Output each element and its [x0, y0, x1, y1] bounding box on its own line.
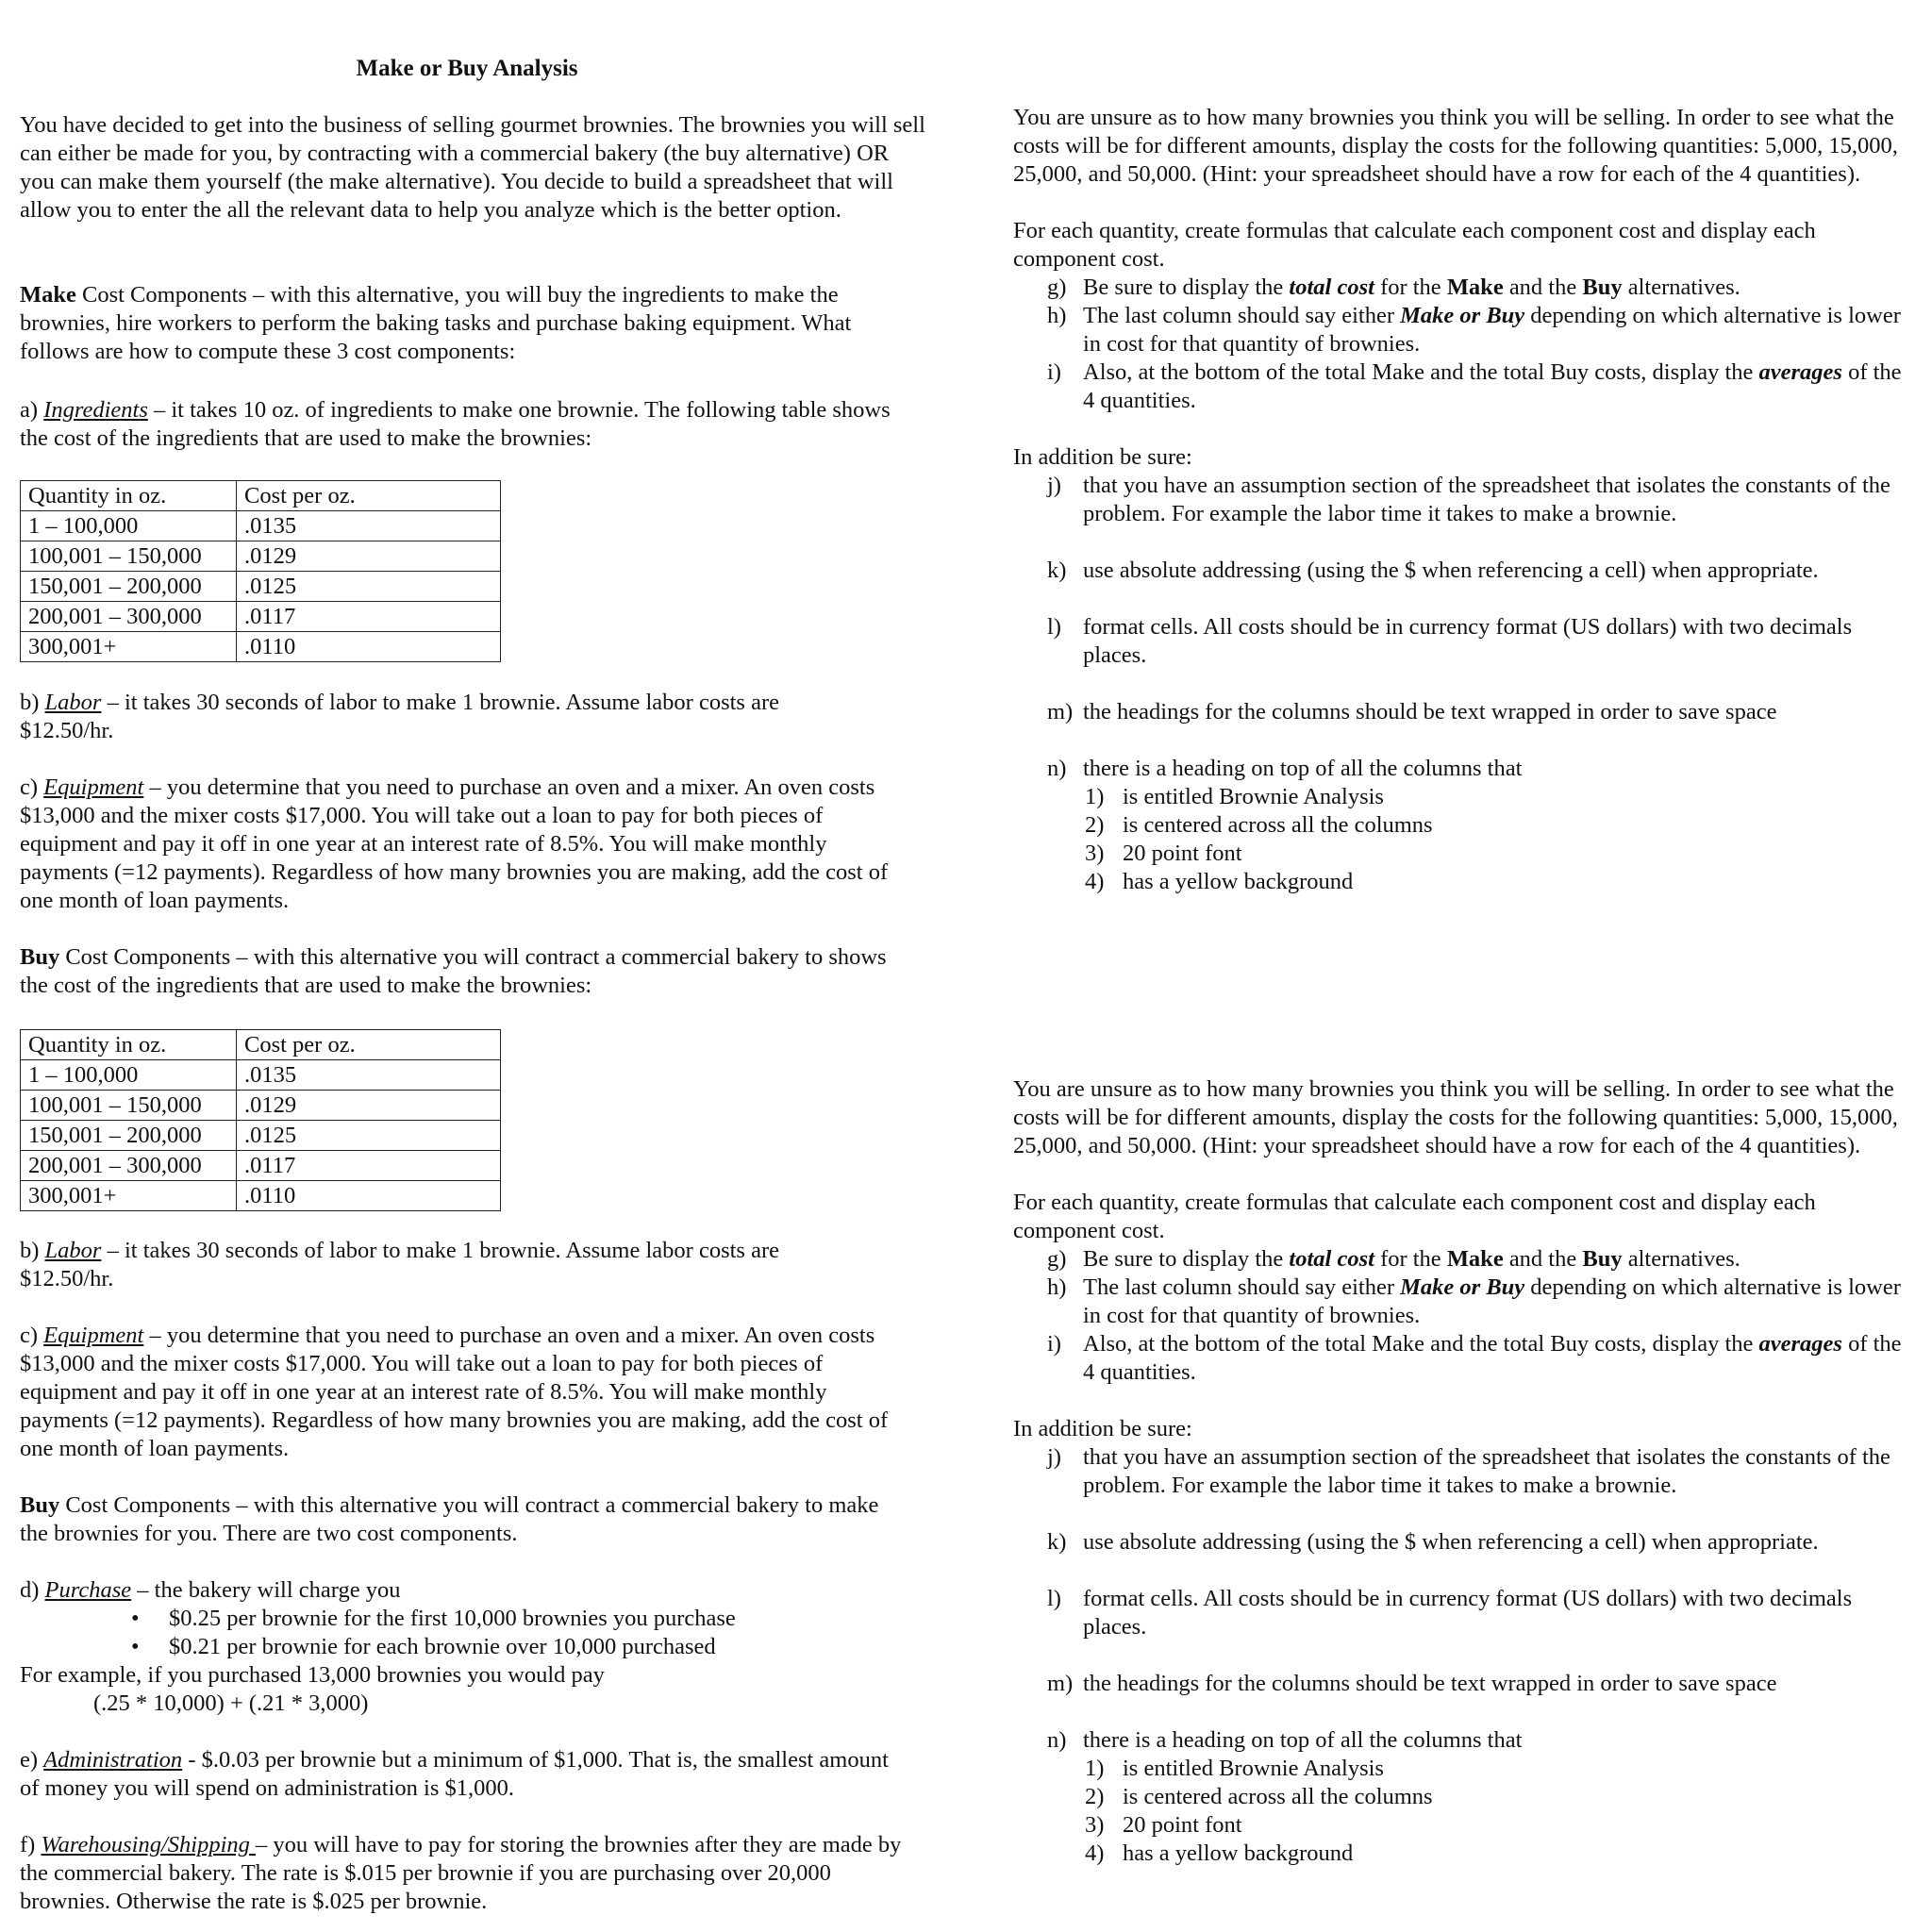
sub-list-item [1013, 1783, 1905, 1811]
equipment-label: Equipment [43, 1323, 144, 1348]
table-cell-cost: .0135 [237, 1060, 501, 1091]
list-marker: h) [1047, 303, 1067, 328]
list-item [1047, 698, 1905, 726]
equipment-text: – you determine that you need to purchase an oven and a mixer. An oven costs $13,000 and the mixer costs $17,000. You will take out a loan to pay for both pieces of equipment and pay it off in one year at an interest rate of 8.5%. You will make monthly payments (=12 payments). Regardless of how many brownies you are making, add the cost of one month of loan payments. [20, 1323, 889, 1461]
table-cell-cost: .0110 [237, 632, 501, 662]
administration-text: - $.0.03 per brownie but a minimum of $1,000. That is, the smallest amount of money you will spend on administration is $1,000. [20, 1747, 889, 1801]
sub-marker: 2) [1085, 1784, 1105, 1809]
buy-cost-text: Cost Components – with this alternative you will contract a commercial bakery to shows the cost of the ingredients that are used to make the brownies: [20, 944, 887, 998]
table-cell-quantity: 300,001+ [21, 1181, 237, 1211]
sub-text: 20 point font [1123, 1812, 1242, 1838]
table-cell-quantity: 1 – 100,000 [21, 511, 237, 541]
purchase-text: – the bakery will charge you [131, 1577, 401, 1603]
warehousing-text: – you will have to pay for storing the brownies after they are made by the commercial bakery. The rate is $.015 per brownie if you are purchasing over 20,000 brownies. Otherwise the rate is $.025 per brownie. [20, 1832, 902, 1914]
list-text: format cells. All costs should be in currency format (US dollars) with two decimals places. [1083, 614, 1853, 668]
list-item [1047, 1245, 1905, 1274]
sub-list-item [1013, 1755, 1905, 1783]
list-marker: l) [1047, 1586, 1061, 1611]
list-text: Also, at the bottom of the total Make and the total Buy costs, display the averages of the 4 quantities. [1083, 359, 1902, 413]
foreach-paragraph: For each quantity, create formulas that calculate each component cost and display each component cost. [1013, 218, 1816, 272]
list-text: that you have an assumption section of the spreadsheet that isolates the constants of the problem. For example the labor time it takes to make a brownie. [1083, 1444, 1890, 1498]
list-text: there is a heading on top of all the columns that [1083, 1727, 1523, 1753]
bullet-text: $0.25 per brownie for the first 10,000 brownies you purchase [169, 1606, 736, 1631]
ingredients-paragraph [20, 396, 907, 453]
list-marker: i) [1047, 359, 1061, 385]
table-row [21, 1151, 501, 1181]
item-marker-f: f) [20, 1832, 42, 1857]
table-header-cost: Cost per oz. [237, 481, 501, 511]
list-text: use absolute addressing (using the $ when referencing a cell) when appropriate. [1083, 1529, 1819, 1555]
list-text: that you have an assumption section of the spreadsheet that isolates the constants of the problem. For example the labor time it takes to make a brownie. [1083, 473, 1890, 526]
sub-marker: 4) [1085, 1840, 1105, 1866]
requirements-list-j-n [1013, 472, 1905, 783]
table-header-row [21, 1030, 501, 1060]
list-marker: m) [1047, 1671, 1074, 1696]
list-item [1047, 302, 1905, 358]
table-cell-quantity: 200,001 – 300,000 [21, 1151, 237, 1181]
table-cell-quantity: 100,001 – 150,000 [21, 1091, 237, 1121]
buy-heading: Buy [20, 944, 60, 970]
table-header-quantity: Quantity in oz. [21, 481, 237, 511]
table-header-cost: Cost per oz. [237, 1030, 501, 1060]
sub-list-item [1013, 783, 1905, 811]
table-cell-cost: .0125 [237, 572, 501, 602]
table-cell-quantity: 150,001 – 200,000 [21, 572, 237, 602]
table-row [21, 511, 501, 541]
bullet-icon: • [131, 1634, 140, 1659]
bullet-text: $0.21 per brownie for each brownie over 10,000 purchased [169, 1634, 716, 1659]
table-cell-cost: .0135 [237, 511, 501, 541]
quantities-paragraph: You are unsure as to how many brownies you think you will be selling. In order to see what the costs will be for different amounts, display the costs for the following quantities: 5,000, 15,000, 25,000, and 50,000. (Hint: your spreadsheet should have a row for each of the 4 quantities). [1013, 1076, 1898, 1158]
list-text: the headings for the columns should be text wrapped in order to save space [1083, 1671, 1777, 1696]
list-item [1047, 1274, 1905, 1330]
labor-paragraph-1 [20, 689, 850, 745]
requirements-list-g-i [1013, 274, 1905, 415]
requirements-list-j-n [1013, 1443, 1905, 1755]
table-cell-quantity: 100,001 – 150,000 [21, 541, 237, 572]
table-row [21, 1181, 501, 1211]
labor-text: – it takes 30 seconds of labor to make 1 brownie. Assume labor costs are $12.50/hr. [20, 1238, 779, 1291]
warehousing-label: Warehousing/Shipping [41, 1832, 256, 1857]
list-item [1047, 274, 1905, 302]
document-title: Make or Buy Analysis [356, 56, 578, 81]
table-cell-quantity: 200,001 – 300,000 [21, 602, 237, 632]
list-item [1047, 472, 1905, 528]
labor-label: Labor [44, 1238, 102, 1263]
sub-list-item [1013, 1840, 1905, 1868]
table-cell-quantity: 300,001+ [21, 632, 237, 662]
table-cell-cost: .0110 [237, 1181, 501, 1211]
sub-list-item [1013, 811, 1905, 840]
ingredients-label: Ingredients [43, 397, 148, 423]
table-cell-cost: .0117 [237, 602, 501, 632]
table-row [21, 541, 501, 572]
sub-marker: 3) [1085, 841, 1105, 866]
list-item [1047, 613, 1905, 670]
list-marker: n) [1047, 1727, 1067, 1753]
list-item [20, 1633, 911, 1661]
list-item [20, 1605, 911, 1633]
sub-marker: 4) [1085, 869, 1105, 894]
make-cost-text: Cost Components – with this alternative, you will buy the ingredients to make the brownies, hire workers to perform the baking tasks and purchase baking equipment. What follows are how to compute these 3 cost components: [20, 282, 852, 364]
sub-text: is entitled Brownie Analysis [1123, 1756, 1384, 1781]
list-text: Be sure to display the total cost for the Make and the Buy alternatives. [1083, 1246, 1740, 1272]
buy-heading: Buy [20, 1492, 60, 1518]
sub-marker: 3) [1085, 1812, 1105, 1838]
list-marker: m) [1047, 699, 1074, 724]
sub-marker: 1) [1085, 784, 1105, 809]
table-header-row [21, 481, 501, 511]
make-cost-paragraph [20, 281, 925, 366]
table-cell-cost: .0125 [237, 1121, 501, 1151]
table-row [21, 572, 501, 602]
sub-marker: 1) [1085, 1756, 1105, 1781]
ingredients-cost-table-2 [20, 1029, 501, 1211]
sub-text: has a yellow background [1123, 1840, 1354, 1866]
table-cell-cost: .0117 [237, 1151, 501, 1181]
requirements-list-g-i [1013, 1245, 1905, 1387]
ingredients-text: – it takes 10 oz. of ingredients to make one brownie. The following table shows the cost of the ingredients that are used to make the brownies: [20, 397, 891, 451]
list-item [1047, 1528, 1905, 1557]
list-item [1047, 358, 1905, 415]
list-item [1047, 1726, 1905, 1755]
list-text: use absolute addressing (using the $ when referencing a cell) when appropriate. [1083, 558, 1819, 583]
sub-list-item [1013, 1811, 1905, 1840]
intro-paragraph: You have decided to get into the business of selling gourmet brownies. The brownies you will sell can either be made for you, by contracting with a commercial bakery (the buy alternative) OR you can make them yourself (the make alternative). You decide to build a spreadsheet that will allow you to enter the all the relevant data to help you analyze which is the better option. [20, 112, 925, 223]
buy-cost-paragraph-1 [20, 943, 911, 1000]
table-cell-cost: .0129 [237, 1091, 501, 1121]
instructions-block-2 [1013, 1075, 1905, 1868]
purchase-section [20, 1576, 911, 1718]
table-row [21, 632, 501, 662]
list-text: there is a heading on top of all the columns that [1083, 756, 1523, 781]
warehousing-paragraph [20, 1831, 925, 1916]
list-item [1047, 1670, 1905, 1698]
sub-list-item [1013, 868, 1905, 896]
buy-cost-text: Cost Components – with this alternative you will contract a commercial bakery to make the brownies for you. There are two cost components. [20, 1492, 879, 1546]
list-marker: h) [1047, 1274, 1067, 1300]
list-marker: g) [1047, 1246, 1067, 1272]
purchase-label: Purchase [44, 1577, 132, 1603]
table-header-quantity: Quantity in oz. [21, 1030, 237, 1060]
labor-text: – it takes 30 seconds of labor to make 1 brownie. Assume labor costs are $12.50/hr. [20, 690, 779, 743]
list-item [1047, 755, 1905, 783]
buy-cost-paragraph-2 [20, 1491, 911, 1548]
labor-paragraph-2 [20, 1237, 850, 1293]
list-text: the headings for the columns should be text wrapped in order to save space [1083, 699, 1777, 724]
sub-marker: 2) [1085, 812, 1105, 838]
bullet-icon: • [131, 1606, 140, 1631]
sub-text: has a yellow background [1123, 869, 1354, 894]
list-marker: j) [1047, 473, 1061, 498]
table-cell-quantity: 1 – 100,000 [21, 1060, 237, 1091]
purchase-example: For example, if you purchased 13,000 brownies you would pay [20, 1662, 605, 1688]
list-text: Be sure to display the total cost for the Make and the Buy alternatives. [1083, 275, 1740, 300]
list-marker: n) [1047, 756, 1067, 781]
list-marker: g) [1047, 275, 1067, 300]
equipment-paragraph-1 [20, 774, 911, 915]
ingredients-cost-table-1 [20, 480, 501, 662]
sub-text: 20 point font [1123, 841, 1242, 866]
equipment-text: – you determine that you need to purchase an oven and a mixer. An oven costs $13,000 and the mixer costs $17,000. You will take out a loan to pay for both pieces of equipment and pay it off in one year at an interest rate of 8.5%. You will make monthly payments (=12 payments). Regardless of how many brownies you are making, add the cost of one month of loan payments. [20, 774, 889, 913]
list-text: The last column should say either Make or Buy depending on which alternative is lower in cost for that quantity of brownies. [1083, 303, 1901, 357]
administration-label: Administration [43, 1747, 183, 1773]
quantities-paragraph: You are unsure as to how many brownies you think you will be selling. In order to see what the costs will be for different amounts, display the costs for the following quantities: 5,000, 15,000, 25,000, and 50,000. (Hint: your spreadsheet should have a row for each of the 4 quantities). [1013, 105, 1898, 187]
table-row [21, 1121, 501, 1151]
sub-text: is entitled Brownie Analysis [1123, 784, 1384, 809]
item-marker-b: b) [20, 1238, 45, 1263]
purchase-paragraph [20, 1576, 911, 1605]
list-item [1047, 1585, 1905, 1641]
item-marker-c: c) [20, 774, 44, 800]
instructions-block-1 [1013, 104, 1905, 896]
sub-text: is centered across all the columns [1123, 1784, 1433, 1809]
item-marker-e: e) [20, 1747, 44, 1773]
table-cell-quantity: 150,001 – 200,000 [21, 1121, 237, 1151]
list-item [1047, 557, 1905, 585]
purchase-formula: (.25 * 10,000) + (.21 * 3,000) [93, 1690, 369, 1716]
table-row [21, 602, 501, 632]
list-marker: k) [1047, 1529, 1067, 1555]
list-text: format cells. All costs should be in currency format (US dollars) with two decimals places. [1083, 1586, 1853, 1640]
list-item [1047, 1330, 1905, 1387]
table-row [21, 1091, 501, 1121]
list-marker: i) [1047, 1331, 1061, 1357]
sub-text: is centered across all the columns [1123, 812, 1433, 838]
item-marker-c: c) [20, 1323, 44, 1348]
administration-paragraph [20, 1746, 911, 1803]
list-text: The last column should say either Make or Buy depending on which alternative is lower in cost for that quantity of brownies. [1083, 1274, 1901, 1328]
table-row [21, 1060, 501, 1091]
labor-label: Labor [44, 690, 102, 715]
list-marker: l) [1047, 614, 1061, 640]
item-marker-b: b) [20, 690, 45, 715]
addition-heading: In addition be sure: [1013, 444, 1192, 470]
list-item [1047, 1443, 1905, 1500]
item-marker-d: d) [20, 1577, 45, 1603]
addition-heading: In addition be sure: [1013, 1416, 1192, 1441]
list-text: Also, at the bottom of the total Make and the total Buy costs, display the averages of the 4 quantities. [1083, 1331, 1902, 1385]
table-cell-cost: .0129 [237, 541, 501, 572]
foreach-paragraph: For each quantity, create formulas that calculate each component cost and display each component cost. [1013, 1190, 1816, 1243]
item-marker-a: a) [20, 397, 44, 423]
sub-list-item [1013, 840, 1905, 868]
list-marker: k) [1047, 558, 1067, 583]
make-heading: Make [20, 282, 76, 308]
equipment-label: Equipment [43, 774, 144, 800]
equipment-paragraph-2 [20, 1322, 911, 1463]
list-marker: j) [1047, 1444, 1061, 1470]
